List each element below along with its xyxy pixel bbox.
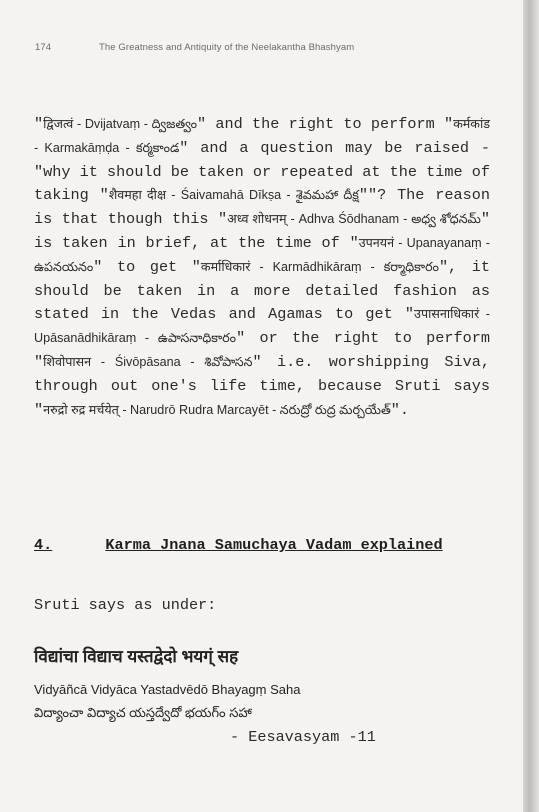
paragraph-text: ".	[390, 400, 410, 419]
script-term: शैवमहा दीक्ष - Śaivamahā Dīkṣa - శైవమహా దీక్ష	[108, 188, 359, 203]
page-header	[35, 42, 354, 53]
section-heading	[34, 534, 490, 556]
script-term: नरुद्रो रुद्र मर्चयेत् - Narudrō Rudra Marcayēt - నరుద్రో రుద్ర మర్చయేత్	[43, 402, 391, 417]
paragraph-text: " and a question may be raised - "why it should be taken or repeated at the time of taking "	[34, 138, 490, 205]
paragraph-text: " to get "	[93, 257, 201, 276]
script-term: शिवोपासन - Śivōpāsana - శివోపాసన	[43, 354, 253, 369]
paragraph-text: " or the right to perform "	[34, 329, 490, 371]
script-term: उपासनाधिकारं - Upāsanādhikāraṃ - ఉపాసనాధికారం	[34, 307, 490, 346]
body-paragraph	[34, 113, 490, 422]
paragraph-text: " is taken in brief, at the time of "	[34, 210, 490, 252]
section-title: Karma Jnana Samuchaya Vadam explained	[105, 536, 443, 554]
page-number: 174	[35, 42, 52, 53]
script-term: अध्व शोधनम् - Adhva Śōdhanam - అధ్వ శోధనమ్	[227, 212, 481, 227]
script-term: उपनयनं - Upanayanaṃ - ఉపనయనం	[34, 235, 490, 274]
page-edge-shadow	[523, 0, 539, 812]
running-title: The Greatness and Antiquity of the Neelakantha Bhashyam	[99, 42, 355, 53]
intro-line: Sruti says as under:	[34, 596, 217, 614]
paragraph-text: "	[34, 115, 44, 133]
paragraph-text: ""? The reason is that though this "	[34, 186, 490, 229]
paragraph-text: ", it should be taken in a more detailed fashion as stated in the Vedas and Agamas to get "	[34, 257, 490, 324]
verse-source: - Eesavasyam -11	[230, 728, 376, 746]
script-term: द्विजत्वं - Dvijatvaṃ - ద్విజత్వం	[43, 117, 197, 131]
section-number: 4.	[34, 536, 53, 554]
paragraph-text: " i.e. worshipping Siva, through out one's life time, because Sruti says "	[34, 352, 490, 419]
paragraph-text: " and the right to perform "	[196, 115, 454, 133]
verse-devanagari: विद्यांचा विद्याच यस्तद्वेदो भयग्ं सह	[34, 647, 239, 666]
script-term: कर्मकांड - Karmakāṃḍa - కర్మకాండ	[34, 117, 490, 155]
verse-transliteration: Vidyāñcā Vidyāca Yastadvēdō Bhayagṃ Saha	[34, 682, 301, 697]
script-term: कर्माधिकारं - Karmādhikāraṃ - కర్మాధికారం	[200, 259, 439, 274]
verse-telugu: విద్యాంచా విద్యాచ యస్తద్వేదో భయగ్ం సహా	[34, 705, 252, 720]
